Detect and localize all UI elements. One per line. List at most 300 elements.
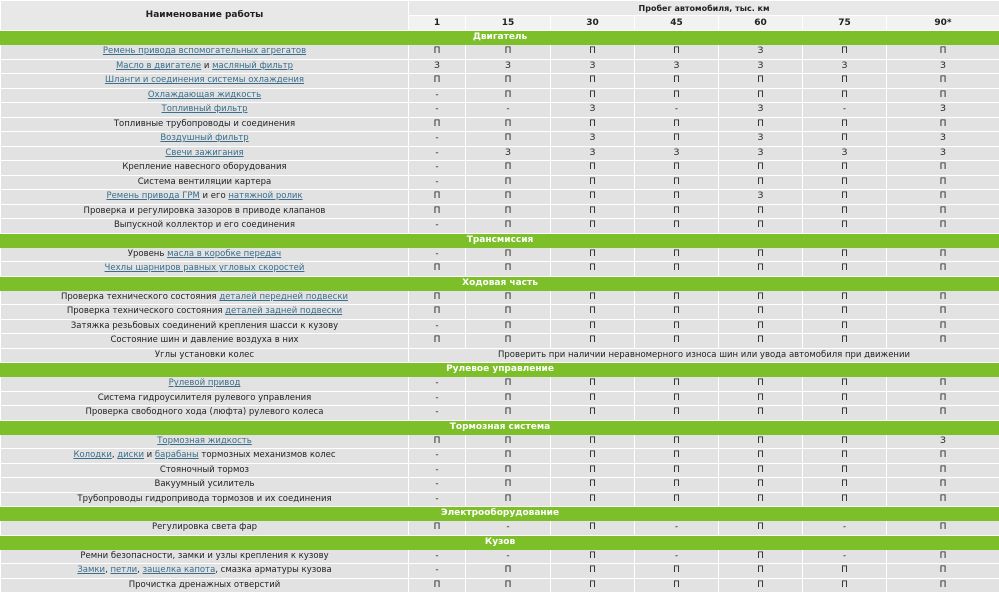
schedule-cell: П: [635, 204, 719, 219]
work-name-text: ,: [105, 565, 111, 576]
work-name-text: , смазка арматуры кузова: [215, 565, 332, 576]
schedule-cell: П: [409, 190, 466, 205]
schedule-cell: П: [719, 463, 803, 478]
work-name-cell: [1, 262, 409, 277]
section-title: Ходовая часть: [1, 276, 999, 290]
schedule-cell: П: [635, 74, 719, 89]
schedule-cell: З: [887, 132, 999, 147]
schedule-cell: П: [803, 132, 887, 147]
work-name-link[interactable]: барабаны: [154, 450, 199, 461]
schedule-cell: П: [887, 219, 999, 234]
schedule-cell: П: [887, 247, 999, 262]
schedule-cell: П: [635, 247, 719, 262]
schedule-cell: З: [635, 146, 719, 161]
table-row: [1, 549, 999, 564]
table-row: [1, 45, 999, 60]
table-row: [1, 391, 999, 406]
schedule-cell: -: [409, 449, 466, 464]
schedule-cell: П: [887, 290, 999, 305]
schedule-cell: П: [803, 564, 887, 579]
schedule-cell: П: [719, 305, 803, 320]
schedule-cell: П: [551, 449, 635, 464]
table-row: [1, 521, 999, 536]
schedule-cell: П: [551, 45, 635, 60]
schedule-cell: П: [466, 406, 551, 421]
section-header-row: [1, 233, 999, 247]
work-name-cell: [1, 103, 409, 118]
schedule-cell: П: [719, 204, 803, 219]
schedule-cell: П: [551, 262, 635, 277]
work-name-cell: [1, 146, 409, 161]
schedule-cell: -: [409, 549, 466, 564]
table-row: [1, 88, 999, 103]
schedule-cell: П: [635, 434, 719, 449]
work-name-link[interactable]: Масло в двигателе: [115, 60, 202, 71]
table-row: [1, 564, 999, 579]
work-name-text: Система гидроусилителя рулевого управления: [97, 392, 312, 403]
schedule-cell: П: [803, 334, 887, 349]
schedule-cell: -: [409, 175, 466, 190]
schedule-cell: П: [635, 132, 719, 147]
schedule-cell: П: [803, 319, 887, 334]
table-row: [1, 463, 999, 478]
section-title: Тормозная система: [1, 420, 999, 434]
work-name-cell: [1, 391, 409, 406]
section-header-row: [1, 363, 999, 377]
schedule-cell: П: [635, 463, 719, 478]
schedule-cell: П: [409, 305, 466, 320]
schedule-cell: П: [635, 564, 719, 579]
schedule-cell: П: [719, 521, 803, 536]
schedule-cell: П: [466, 334, 551, 349]
schedule-cell: П: [466, 190, 551, 205]
schedule-cell: -: [635, 549, 719, 564]
work-name-cell: [1, 219, 409, 234]
schedule-cell: П: [803, 406, 887, 421]
work-name-link[interactable]: петли: [110, 565, 138, 576]
schedule-cell: П: [719, 175, 803, 190]
schedule-cell: П: [719, 492, 803, 507]
schedule-cell: П: [551, 463, 635, 478]
schedule-cell: П: [635, 175, 719, 190]
schedule-cell: З: [551, 146, 635, 161]
schedule-cell: П: [803, 190, 887, 205]
table-row: [1, 578, 999, 593]
schedule-cell: -: [803, 103, 887, 118]
work-name-text: Вакуумный усилитель: [154, 479, 255, 490]
work-name-text: Проверка свободного хода (люфта) рулевого колеса: [85, 407, 324, 418]
schedule-cell: П: [803, 463, 887, 478]
work-name-link[interactable]: Замки: [77, 565, 106, 576]
schedule-cell: З: [887, 59, 999, 74]
work-name-link[interactable]: натяжной ролик: [228, 191, 303, 202]
table-row: [1, 247, 999, 262]
schedule-cell: П: [551, 290, 635, 305]
work-name-text: Система вентиляции картера: [137, 176, 272, 187]
schedule-cell: П: [803, 117, 887, 132]
work-name-cell: [1, 564, 409, 579]
schedule-cell: П: [466, 377, 551, 392]
schedule-cell: З: [719, 146, 803, 161]
schedule-cell: П: [466, 74, 551, 89]
work-name-link[interactable]: деталей задней подвески: [225, 306, 343, 317]
schedule-cell: П: [887, 492, 999, 507]
work-name-link[interactable]: Свечи зажигания: [165, 147, 244, 158]
schedule-cell: П: [551, 478, 635, 493]
schedule-cell: П: [887, 521, 999, 536]
work-name-cell: [1, 521, 409, 536]
schedule-cell: П: [803, 88, 887, 103]
schedule-cell: П: [466, 319, 551, 334]
work-name-cell: [1, 463, 409, 478]
table-row: [1, 334, 999, 349]
work-name-text: и: [201, 60, 213, 71]
schedule-cell: П: [635, 161, 719, 176]
schedule-cell: П: [887, 406, 999, 421]
table-row: [1, 219, 999, 234]
work-name-cell: [1, 406, 409, 421]
schedule-cell: П: [409, 434, 466, 449]
table-row: [1, 348, 999, 363]
schedule-cell: П: [635, 319, 719, 334]
schedule-cell: П: [803, 161, 887, 176]
section-title: Рулевое управление: [1, 363, 999, 377]
work-name-link[interactable]: защелка капота: [142, 565, 216, 576]
schedule-cell: -: [409, 463, 466, 478]
work-name-cell: [1, 434, 409, 449]
schedule-cell: -: [409, 219, 466, 234]
work-name-link[interactable]: Воздушный фильтр: [160, 133, 249, 144]
schedule-cell: П: [466, 161, 551, 176]
work-name-link[interactable]: Тормозная жидкость: [157, 435, 252, 446]
schedule-cell: П: [719, 74, 803, 89]
schedule-cell: П: [803, 219, 887, 234]
table-row: [1, 478, 999, 493]
schedule-cell: З: [719, 103, 803, 118]
schedule-cell: З: [719, 132, 803, 147]
work-name-link[interactable]: Охлаждающая жидкость: [147, 89, 262, 100]
section-header-row: [1, 420, 999, 434]
schedule-cell: П: [635, 190, 719, 205]
table-row: [1, 434, 999, 449]
schedule-cell: -: [409, 492, 466, 507]
schedule-cell: -: [409, 146, 466, 161]
work-name-cell: [1, 175, 409, 190]
schedule-cell: З: [803, 146, 887, 161]
work-name-text: Проверка технического состояния: [61, 291, 220, 302]
schedule-cell: П: [887, 117, 999, 132]
schedule-cell: П: [635, 117, 719, 132]
work-name-cell: [1, 247, 409, 262]
schedule-cell: З: [466, 59, 551, 74]
schedule-cell: П: [719, 578, 803, 593]
schedule-cell: З: [551, 59, 635, 74]
schedule-cell: З: [635, 59, 719, 74]
schedule-cell: З: [887, 434, 999, 449]
work-name-link[interactable]: масляный фильтр: [212, 60, 294, 71]
schedule-cell: З: [719, 45, 803, 60]
schedule-cell: П: [551, 88, 635, 103]
schedule-cell: П: [551, 190, 635, 205]
schedule-cell: З: [887, 103, 999, 118]
work-name-text: Углы установки колес: [154, 349, 255, 360]
schedule-cell: П: [803, 449, 887, 464]
work-name-cell: [1, 88, 409, 103]
schedule-cell: З: [466, 146, 551, 161]
schedule-cell: -: [409, 161, 466, 176]
schedule-cell: П: [409, 290, 466, 305]
schedule-cell: П: [551, 247, 635, 262]
span-note-cell: Проверить при наличии неравномерного износа шин или увода автомобиля при движении: [409, 348, 999, 363]
table-row: [1, 377, 999, 392]
schedule-cell: П: [635, 406, 719, 421]
work-name-text: и его: [199, 191, 229, 202]
schedule-cell: П: [409, 521, 466, 536]
schedule-cell: П: [635, 334, 719, 349]
schedule-cell: З: [551, 103, 635, 118]
schedule-cell: П: [466, 305, 551, 320]
schedule-cell: П: [803, 74, 887, 89]
km-column-header: 1: [409, 16, 466, 31]
work-name-text: Проверка и регулировка зазоров в приводе клапанов: [83, 205, 326, 216]
schedule-cell: П: [887, 175, 999, 190]
schedule-cell: -: [466, 521, 551, 536]
work-name-text: и: [143, 450, 155, 461]
schedule-cell: П: [887, 88, 999, 103]
work-name-cell: [1, 59, 409, 74]
schedule-cell: П: [887, 262, 999, 277]
schedule-cell: П: [466, 132, 551, 147]
table-header: [1, 1, 999, 31]
schedule-cell: П: [719, 564, 803, 579]
schedule-cell: П: [719, 449, 803, 464]
schedule-cell: П: [409, 117, 466, 132]
schedule-cell: П: [803, 290, 887, 305]
schedule-cell: П: [887, 74, 999, 89]
schedule-cell: П: [551, 578, 635, 593]
schedule-cell: П: [466, 463, 551, 478]
schedule-cell: П: [466, 290, 551, 305]
table-row: [1, 492, 999, 507]
section-title: Кузов: [1, 535, 999, 549]
work-name-text: ,: [111, 450, 118, 461]
schedule-cell: П: [635, 377, 719, 392]
schedule-cell: П: [635, 478, 719, 493]
schedule-cell: П: [466, 175, 551, 190]
schedule-cell: П: [466, 247, 551, 262]
work-name-text: ,: [137, 565, 143, 576]
schedule-cell: П: [887, 305, 999, 320]
section-header-row: [1, 31, 999, 45]
schedule-cell: -: [409, 564, 466, 579]
work-name-cell: [1, 377, 409, 392]
schedule-cell: -: [466, 103, 551, 118]
section-header-row: [1, 276, 999, 290]
table-row: [1, 319, 999, 334]
schedule-cell: П: [887, 45, 999, 60]
work-name-text: Прочистка дренажных отверстий: [128, 579, 281, 590]
work-name-cell: [1, 578, 409, 593]
schedule-cell: П: [887, 391, 999, 406]
table-row: [1, 449, 999, 464]
work-name-text: Топливные трубопроводы и соединения: [113, 118, 296, 129]
schedule-cell: П: [719, 406, 803, 421]
km-column-header: 60: [719, 16, 803, 31]
schedule-cell: П: [635, 290, 719, 305]
work-name-link[interactable]: диски: [117, 450, 144, 461]
schedule-cell: П: [635, 391, 719, 406]
work-name-cell: [1, 348, 409, 363]
schedule-cell: -: [803, 549, 887, 564]
work-name-text: Проверка технического состояния: [66, 306, 226, 317]
schedule-cell: -: [803, 521, 887, 536]
schedule-cell: -: [635, 521, 719, 536]
schedule-cell: П: [466, 434, 551, 449]
table-row: [1, 161, 999, 176]
table-row: [1, 190, 999, 205]
schedule-cell: П: [887, 449, 999, 464]
schedule-cell: П: [803, 377, 887, 392]
work-name-text: Ремни безопасности, замки и узлы крепления к кузову: [80, 550, 329, 561]
work-name-cell: [1, 449, 409, 464]
schedule-cell: П: [551, 406, 635, 421]
schedule-cell: П: [551, 434, 635, 449]
work-name-text: тормозных механизмов колес: [198, 450, 336, 461]
table-row: [1, 204, 999, 219]
work-name-cell: [1, 305, 409, 320]
work-name-link[interactable]: деталей передней подвески: [219, 291, 348, 302]
schedule-cell: -: [409, 132, 466, 147]
schedule-cell: П: [887, 578, 999, 593]
schedule-cell: З: [719, 190, 803, 205]
schedule-cell: П: [719, 247, 803, 262]
work-name-cell: [1, 290, 409, 305]
table-row: [1, 305, 999, 320]
schedule-cell: П: [635, 262, 719, 277]
work-name-text: Уровень: [127, 248, 168, 259]
schedule-cell: П: [409, 45, 466, 60]
schedule-cell: П: [551, 391, 635, 406]
work-name-link[interactable]: Ремень привода ГРМ: [106, 191, 200, 202]
work-name-link[interactable]: Топливный фильтр: [161, 104, 248, 115]
km-column-header: 30: [551, 16, 635, 31]
table-row: [1, 175, 999, 190]
schedule-cell: П: [803, 578, 887, 593]
work-name-link[interactable]: масла в коробке передач: [167, 248, 282, 259]
work-name-header: Наименование работы: [1, 1, 409, 31]
schedule-cell: П: [551, 219, 635, 234]
schedule-cell: -: [409, 88, 466, 103]
schedule-cell: П: [719, 478, 803, 493]
schedule-cell: П: [719, 377, 803, 392]
schedule-cell: П: [466, 564, 551, 579]
work-name-link[interactable]: Чехлы шарниров равных угловых скоростей: [104, 263, 305, 274]
schedule-cell: -: [409, 377, 466, 392]
work-name-cell: [1, 117, 409, 132]
schedule-cell: П: [887, 463, 999, 478]
schedule-cell: П: [551, 161, 635, 176]
schedule-cell: П: [551, 492, 635, 507]
schedule-cell: З: [887, 146, 999, 161]
schedule-cell: П: [719, 434, 803, 449]
schedule-cell: П: [719, 290, 803, 305]
schedule-cell: П: [551, 204, 635, 219]
section-title: Электрооборудование: [1, 507, 999, 521]
schedule-cell: -: [635, 103, 719, 118]
schedule-cell: П: [409, 74, 466, 89]
schedule-cell: -: [409, 478, 466, 493]
schedule-cell: П: [409, 334, 466, 349]
work-name-cell: [1, 319, 409, 334]
work-name-text: Регулировка света фар: [151, 522, 258, 533]
schedule-cell: П: [719, 219, 803, 234]
schedule-cell: -: [409, 247, 466, 262]
section-title: Трансмиссия: [1, 233, 999, 247]
schedule-cell: П: [719, 262, 803, 277]
schedule-cell: П: [719, 334, 803, 349]
schedule-cell: П: [803, 305, 887, 320]
schedule-cell: П: [887, 204, 999, 219]
schedule-cell: П: [635, 449, 719, 464]
work-name-link[interactable]: Рулевой привод: [168, 378, 241, 389]
schedule-cell: П: [551, 549, 635, 564]
schedule-cell: П: [803, 204, 887, 219]
schedule-cell: П: [719, 161, 803, 176]
schedule-cell: П: [635, 45, 719, 60]
schedule-cell: П: [887, 334, 999, 349]
table-body: [1, 31, 999, 593]
table-row: [1, 132, 999, 147]
schedule-cell: П: [635, 219, 719, 234]
schedule-cell: П: [551, 377, 635, 392]
table-row: [1, 117, 999, 132]
schedule-cell: П: [803, 247, 887, 262]
schedule-cell: П: [551, 564, 635, 579]
km-column-header: 45: [635, 16, 719, 31]
schedule-cell: П: [803, 434, 887, 449]
schedule-cell: П: [466, 88, 551, 103]
schedule-cell: П: [551, 74, 635, 89]
schedule-cell: П: [803, 478, 887, 493]
section-header-row: [1, 535, 999, 549]
work-name-text: Состояние шин и давление воздуха в них: [110, 335, 299, 346]
schedule-cell: П: [887, 564, 999, 579]
schedule-cell: П: [551, 117, 635, 132]
schedule-cell: П: [803, 175, 887, 190]
work-name-text: Трубопроводы гидропривода тормозов и их соединения: [77, 493, 332, 504]
schedule-cell: П: [466, 219, 551, 234]
schedule-cell: П: [466, 478, 551, 493]
schedule-cell: З: [719, 59, 803, 74]
work-name-link[interactable]: Колодки: [73, 450, 112, 461]
schedule-cell: -: [409, 103, 466, 118]
schedule-cell: П: [466, 204, 551, 219]
schedule-cell: П: [551, 334, 635, 349]
schedule-cell: З: [803, 59, 887, 74]
schedule-cell: З: [551, 132, 635, 147]
schedule-cell: П: [466, 449, 551, 464]
work-name-link[interactable]: Ремень привода вспомогательных агрегатов: [102, 46, 307, 57]
work-name-cell: [1, 549, 409, 564]
schedule-cell: П: [635, 88, 719, 103]
section-header-row: [1, 507, 999, 521]
schedule-cell: П: [635, 305, 719, 320]
work-name-cell: [1, 478, 409, 493]
km-column-header: 75: [803, 16, 887, 31]
schedule-cell: -: [409, 319, 466, 334]
work-name-link[interactable]: Шланги и соединения системы охлаждения: [104, 75, 305, 86]
schedule-cell: П: [719, 319, 803, 334]
